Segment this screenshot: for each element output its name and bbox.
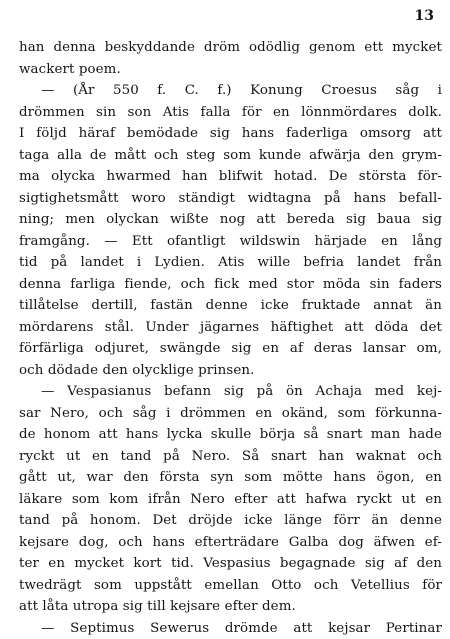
text-line: gått ut, war den första syn som mötte hans ögon, en <box>19 467 442 489</box>
text-line: tid på landet i Lydien. Atis wille befria landet från <box>19 252 442 274</box>
text-line: taga alla de mått och steg som kunde afwärja den grym- <box>19 145 442 167</box>
text-line: ter en mycket kort tid. Vespasius begagnade sig af den <box>19 553 442 575</box>
page-number: 13 <box>415 8 434 24</box>
text-line: tillåtelse dertill, fastän denne icke fruktade annat än <box>19 295 442 317</box>
text-line: — Vespasianus befann sig på ön Achaja med kej- <box>19 381 442 403</box>
text-line: han denna beskyddande dröm odödlig genom ett mycket <box>19 37 442 59</box>
text-line: twedrägt som uppstått emellan Otto och Vetellius för <box>19 575 442 597</box>
text-line: sar Nero, och såg i drömmen en okänd, som förkunna- <box>19 403 442 425</box>
text-line: ryckt ut en tand på Nero. Så snart han waknat och <box>19 446 442 468</box>
text-line: kejsare dog, och hans efterträdare Galba dog äfwen ef- <box>19 532 442 554</box>
text-line: tand på honom. Det dröjde icke länge förr än denne <box>19 510 442 532</box>
text-line: de honom att hans lycka skulle börja så snart man hade <box>19 424 442 446</box>
text-line: wackert poem. <box>19 59 442 81</box>
body-text <box>19 37 442 639</box>
text-line: — Septimus Sewerus drömde att kejsar Pertinar <box>19 618 442 639</box>
text-line: denna farliga fiende, och fick med stor möda sin faders <box>19 274 442 296</box>
text-line: — (År 550 f. C. f.) Konung Croesus såg i <box>19 80 442 102</box>
text-line: att låta utropa sig till kejsare efter dem. <box>19 596 442 618</box>
text-line: sigtighetsmått woro ständigt widtagna på hans befall- <box>19 188 442 210</box>
text-line: mördarens stål. Under jägarnes häftighet att döda det <box>19 317 442 339</box>
text-line: ning; men olyckan wißte nog att bereda sig baua sig <box>19 209 442 231</box>
text-line: och dödade den olycklige prinsen. <box>19 360 442 382</box>
text-line: framgång. — Ett ofantligt wildswin härjade en lång <box>19 231 442 253</box>
text-line: drömmen sin son Atis falla för en lönnmördares dolk. <box>19 102 442 124</box>
text-line: ma olycka hwarmed han blifwit hotad. De största för- <box>19 166 442 188</box>
text-line: läkare som kom ifrån Nero efter att hafwa ryckt ut en <box>19 489 442 511</box>
text-line: förfärliga odjuret, swängde sig en af deras lansar om, <box>19 338 442 360</box>
text-line: I följd häraf bemödade sig hans faderliga omsorg att <box>19 123 442 145</box>
